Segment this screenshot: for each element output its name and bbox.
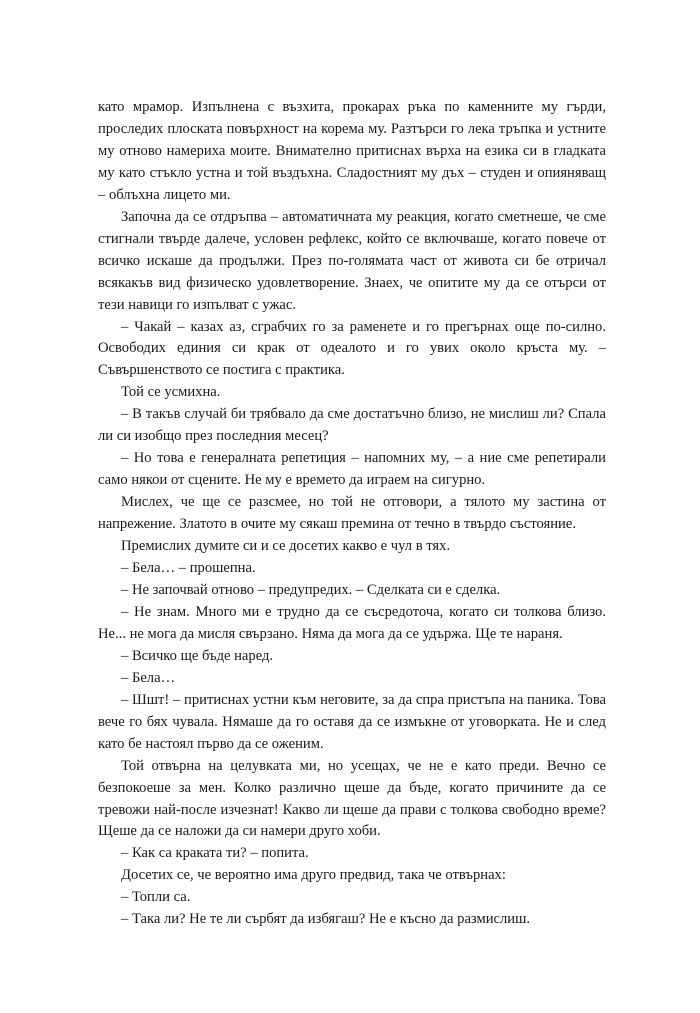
paragraph: – Топли са.	[121, 889, 191, 906]
paragraph: – Чакай – казах аз, сграбчих го за раменете и го прегърнах още по-силно. Освободих единия си крак от одеалото и го увих около кръста му. – Съвършенството се постига с практика.	[98, 318, 606, 379]
paragraph: – Всичко ще бъде наред.	[121, 647, 274, 664]
paragraph: – Така ли? Не те ли сърбят да избягаш? Не е късно да размислиш.	[121, 911, 530, 928]
paragraph: – Не знам. Много ми е трудно да се съсредоточа, когато си толкова близо. Не... не мога да мисля свързано. Няма да мога да се удържа. Ще те нараня.	[98, 603, 606, 642]
paragraph: Мислех, че ще се разсмее, но той не отговори, а тялото му застина от напрежение. Златото в очите му сякаш премина от течно в твърдо състояние.	[98, 494, 606, 533]
paragraph: като мрамор. Изпълнена с възхита, прокарах ръка по каменните му гърди, проследих плоската повърхност на корема му. Разтърси го лека тръпка и устните му отново намериха моите. Внимателно притиснах върха на езика си в гладката му като стъкло устна и той въздъхна. Сладостният му дъх – студен и опияняващ – облъхна лицето ми.	[98, 99, 606, 203]
page-body-text	[98, 97, 606, 931]
paragraph: Премислих думите си и се досетих какво е чул в тях.	[121, 538, 451, 555]
paragraph: – Шшт! – притиснах устни към неговите, за да спра пристъпа на паника. Това вече го бях чувала. Нямаше да го оставя да се измъкне от уговорката. Не и след като бе настоял първо да се оженим.	[98, 691, 606, 752]
paragraph: Започна да се отдръпва – автоматичната му реакция, когато сметнеше, че сме стигнали твърде далече, условен рефлекс, който се включваше, когато повече от всичко искаше да продължи. През по-голямата част от живота си бе отричал всякакъв вид физическо удовлетворение. Знаех, че опитите му да се отърси от тези навици го изпълват с ужас.	[98, 208, 606, 313]
paragraph: – В такъв случай би трябвало да сме достатъчно близо, не мислиш ли? Спала ли си изобщо през последния месец?	[98, 406, 606, 445]
paragraph: – Как са краката ти? – попита.	[121, 845, 309, 862]
paragraph: – Бела… – прошепна.	[121, 560, 256, 577]
paragraph: Досетих се, че вероятно има друго предвид, така че отвърнах:	[121, 867, 506, 884]
paragraph: – Но това е генералната репетиция – напомних му, – а ние сме репетирали само някои от сцените. Не му е времето да играем на сигурно.	[98, 450, 606, 489]
paragraph: Той отвърна на целувката ми, но усещах, че не е като преди. Вечно се безпокоеше за мен. Колко различно щеше да бъде, когато причините да се тревожи най-после изчезнат! Какво ли щеше да прави с толкова свободно време? Щеше да се наложи да си намери друго хоби.	[98, 757, 606, 840]
paragraph: Той се усмихна.	[121, 384, 221, 401]
paragraph: – Не започвай отново – предупредих. – Сделката си е сделка.	[121, 581, 501, 598]
paragraph: – Бела…	[121, 669, 176, 686]
